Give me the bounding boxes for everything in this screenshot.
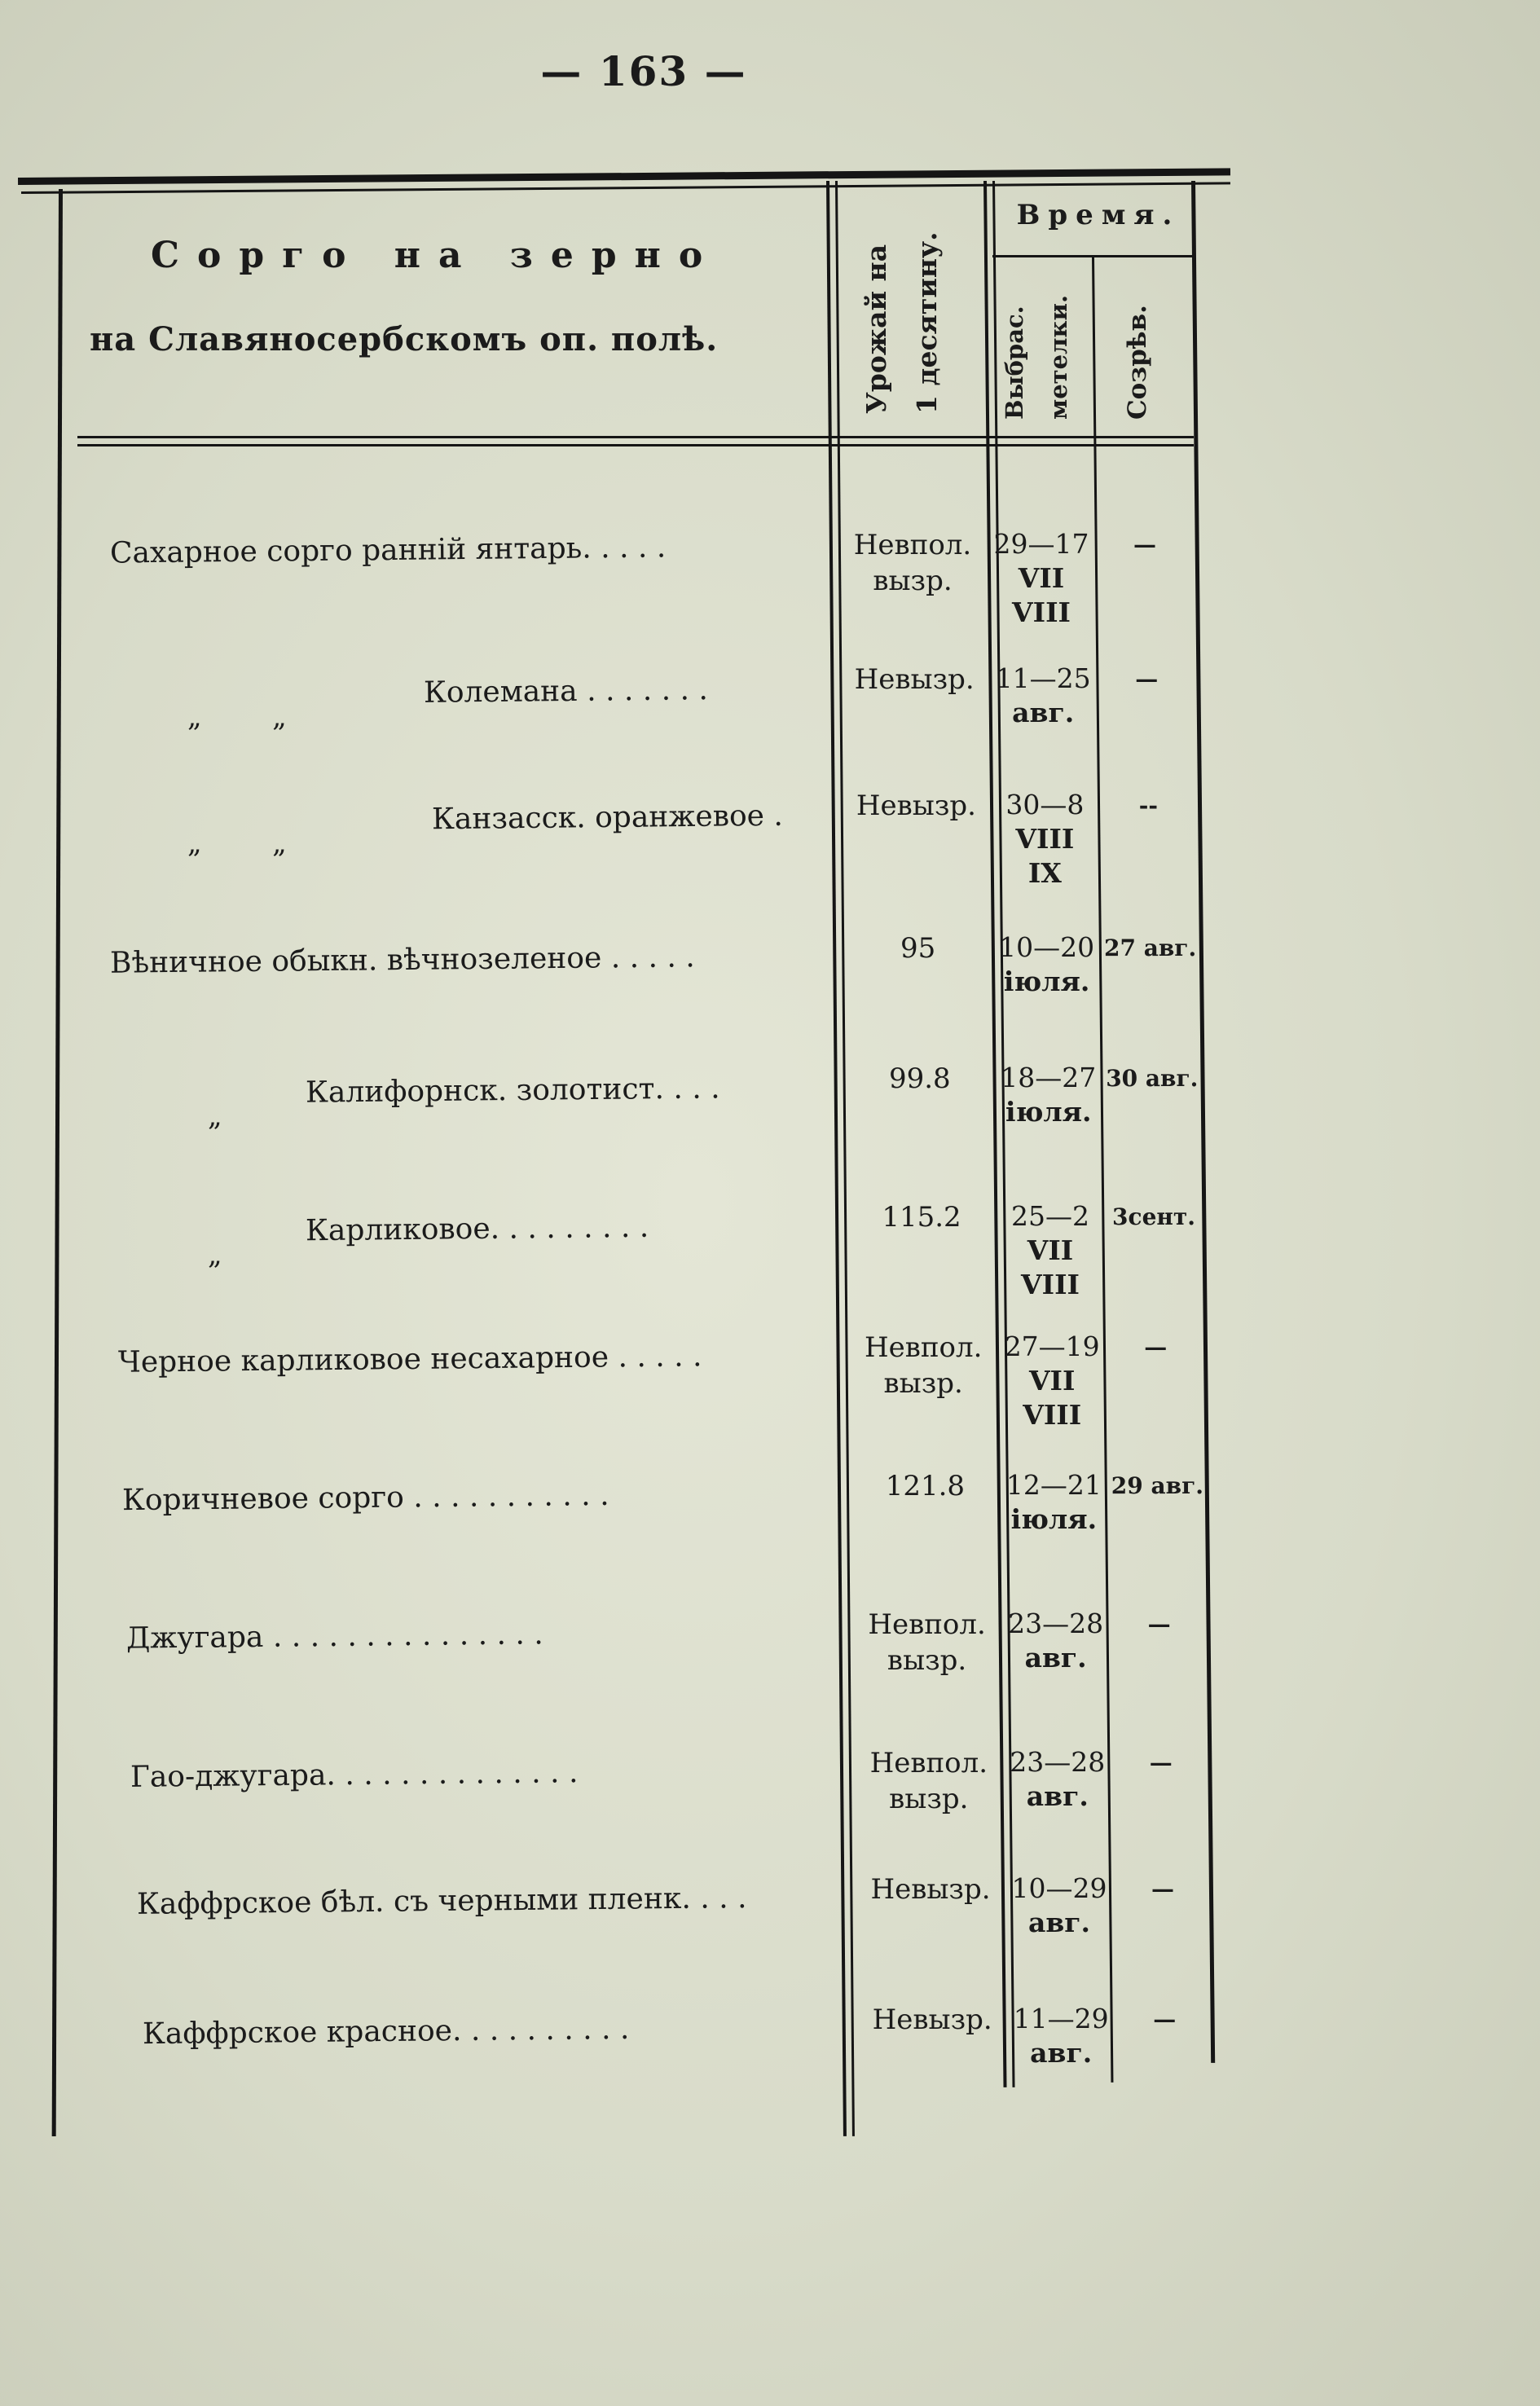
- flowering-month: авг.: [1027, 1907, 1091, 1938]
- flowering-dates: 11—29: [1013, 2003, 1109, 2034]
- yield-cell: [825, 662, 1004, 697]
- ditto-mark: „: [208, 1100, 222, 1133]
- ripening-cell: 27 авг.: [1103, 935, 1197, 961]
- yield-left-rule-2: [835, 181, 855, 2136]
- header-bottom-rule-2: [77, 444, 1194, 446]
- flowering-month: авг.: [1024, 1642, 1087, 1674]
- top-thin-rule: [21, 182, 1230, 194]
- ditto-mark: „ „: [187, 701, 287, 733]
- row-label: Колемана . . . . . . .: [423, 673, 709, 710]
- yield-value: Невызр.: [856, 790, 976, 822]
- table-title-line2: на Славяносербскомъ оп. полѣ.: [90, 320, 719, 358]
- flowering-dates: 11—25: [995, 662, 1091, 694]
- row-label: Гао-джугара. . . . . . . . . . . . . .: [130, 1756, 579, 1794]
- flowering-month: VII VIII: [1012, 562, 1071, 628]
- ripening-cell: —: [1144, 1334, 1168, 1361]
- flowering-dates: 27—19: [1004, 1331, 1100, 1362]
- yield-value: Невызр.: [872, 2004, 992, 2036]
- ditto-mark: „: [208, 1238, 222, 1271]
- yield-value: Невпол.: [869, 1747, 988, 1779]
- ripening-cell: —: [1133, 531, 1156, 558]
- flowering-cell: [1003, 1330, 1101, 1432]
- row-label: Каффрское красное. . . . . . . . . .: [142, 2012, 630, 2052]
- flowering-month: іюля.: [1003, 965, 1090, 997]
- yield-note: вызр.: [887, 1644, 967, 1677]
- ripening-cell: 3сент.: [1112, 1203, 1195, 1230]
- yield-header-line1: Урожай на: [860, 244, 892, 414]
- yield-cell: [841, 1872, 1020, 1907]
- flowering-month: авг.: [1030, 2037, 1093, 2069]
- right-border-rule: [1191, 181, 1215, 2063]
- table-title-line1: Сорго на зерно: [151, 235, 721, 276]
- flowering-month: іюля.: [1010, 1503, 1098, 1535]
- yield-cell: [830, 1061, 1010, 1097]
- flowering-month: VII VIII: [1021, 1234, 1080, 1300]
- ditto-mark: „ „: [187, 827, 287, 860]
- ripening-cell: —: [1153, 2006, 1177, 2033]
- row-label: Канзасск. оранжевое .: [431, 798, 784, 837]
- yield-value: Невызр.: [854, 663, 975, 696]
- ripening-cell: 29 авг.: [1111, 1472, 1203, 1499]
- flowering-month: іюля.: [1005, 1096, 1092, 1128]
- flowering-cell: [1009, 1745, 1107, 1814]
- flowering-cell: [998, 930, 1096, 999]
- flowering-dates: 12—21: [1005, 1469, 1102, 1501]
- row-label: Карликовое. . . . . . . . .: [305, 1210, 649, 1248]
- header-bottom-rule: [77, 436, 1194, 438]
- flowering-dates: 10—29: [1011, 1872, 1107, 1904]
- row-label: Сахарное сорго ранній янтарь. . . . .: [109, 530, 667, 570]
- flowering-dates: 18—27: [1001, 1062, 1097, 1093]
- flowering-month: авг.: [1026, 1780, 1089, 1812]
- row-label: Черное карликовое несахарное . . . . .: [117, 1339, 702, 1379]
- yield-cell: [829, 930, 1008, 966]
- yield-cell: [838, 1607, 1017, 1678]
- yield-cell: [839, 1745, 1019, 1817]
- yield-header-line2: 1 десятину.: [911, 231, 943, 414]
- yield-value: Невпол.: [864, 1331, 983, 1364]
- yield-value: Невызр.: [870, 1873, 991, 1906]
- yield-value: 121.8: [885, 1470, 966, 1502]
- flowering-dates: 23—28: [1010, 1746, 1106, 1778]
- ripening-cell: —: [1135, 666, 1159, 693]
- yield-note: вызр.: [883, 1367, 963, 1400]
- yield-value: Невпол.: [853, 529, 972, 561]
- flowering-month: авг.: [1012, 697, 1075, 728]
- flowering-dates: 23—28: [1008, 1608, 1104, 1639]
- flowering-cell: [1000, 1061, 1098, 1129]
- flowering-cell: [1012, 2002, 1110, 2070]
- yield-note: вызр.: [889, 1783, 969, 1815]
- row-label: Калифорнск. золотист. . . .: [305, 1071, 720, 1110]
- page-number: — 163 —: [540, 47, 747, 95]
- ripening-cell: —: [1151, 1876, 1174, 1902]
- yield-value: 99.8: [888, 1062, 951, 1095]
- row-label: Коричневое сорго . . . . . . . . . . .: [121, 1478, 609, 1518]
- row-label: Джугара . . . . . . . . . . . . . . .: [125, 1617, 543, 1656]
- flowering-cell: [1010, 1872, 1108, 1940]
- flowering-dates: 29—17: [993, 528, 1089, 560]
- flowering-cell: [1001, 1199, 1099, 1302]
- yield-cell: [843, 2002, 1022, 2038]
- flowering-dates: 10—20: [999, 931, 1095, 963]
- ripening-cell: —: [1149, 1749, 1173, 1776]
- yield-value: 95: [900, 932, 936, 965]
- row-label: Каффрское бѣл. съ черными пленк. . . .: [136, 1881, 747, 1921]
- yield-value: 115.2: [882, 1201, 961, 1234]
- ripening-header: Созрѣв.: [1123, 305, 1152, 420]
- left-border-rule: [52, 189, 63, 2136]
- yield-cell: [834, 1330, 1013, 1401]
- yield-cell: [832, 1199, 1011, 1235]
- flowering-dates: 25—2: [1011, 1200, 1089, 1232]
- top-thick-rule: [18, 168, 1230, 185]
- ripening-cell: 30 авг.: [1106, 1065, 1199, 1092]
- yield-cell: [826, 788, 1005, 824]
- yield-cell: [835, 1468, 1014, 1504]
- flowering-dates: 30—8: [1005, 789, 1085, 820]
- flowering-cell: [992, 527, 1090, 630]
- flowering-header-line2: метелки.: [1045, 294, 1072, 420]
- flowering-header-line1: Выбрас.: [1001, 306, 1028, 420]
- flowering-cell: [994, 662, 1092, 730]
- flowering-cell: [1007, 1607, 1105, 1675]
- flowering-cell: [1005, 1468, 1102, 1537]
- ripening-cell: —: [1147, 1611, 1171, 1638]
- yield-cell: [823, 527, 1002, 599]
- flowering-month: VII VIII: [1023, 1365, 1082, 1431]
- yield-value: Невпол.: [868, 1608, 986, 1641]
- flowering-cell: [996, 788, 1093, 891]
- yield-note: вызр.: [873, 565, 953, 597]
- ripening-cell: --: [1138, 792, 1159, 819]
- time-header: Время.: [1016, 199, 1181, 231]
- flowering-month: VIII IX: [1015, 823, 1075, 889]
- row-label: Вѣничное обыкн. вѣчнозеленое . . . . .: [109, 940, 695, 980]
